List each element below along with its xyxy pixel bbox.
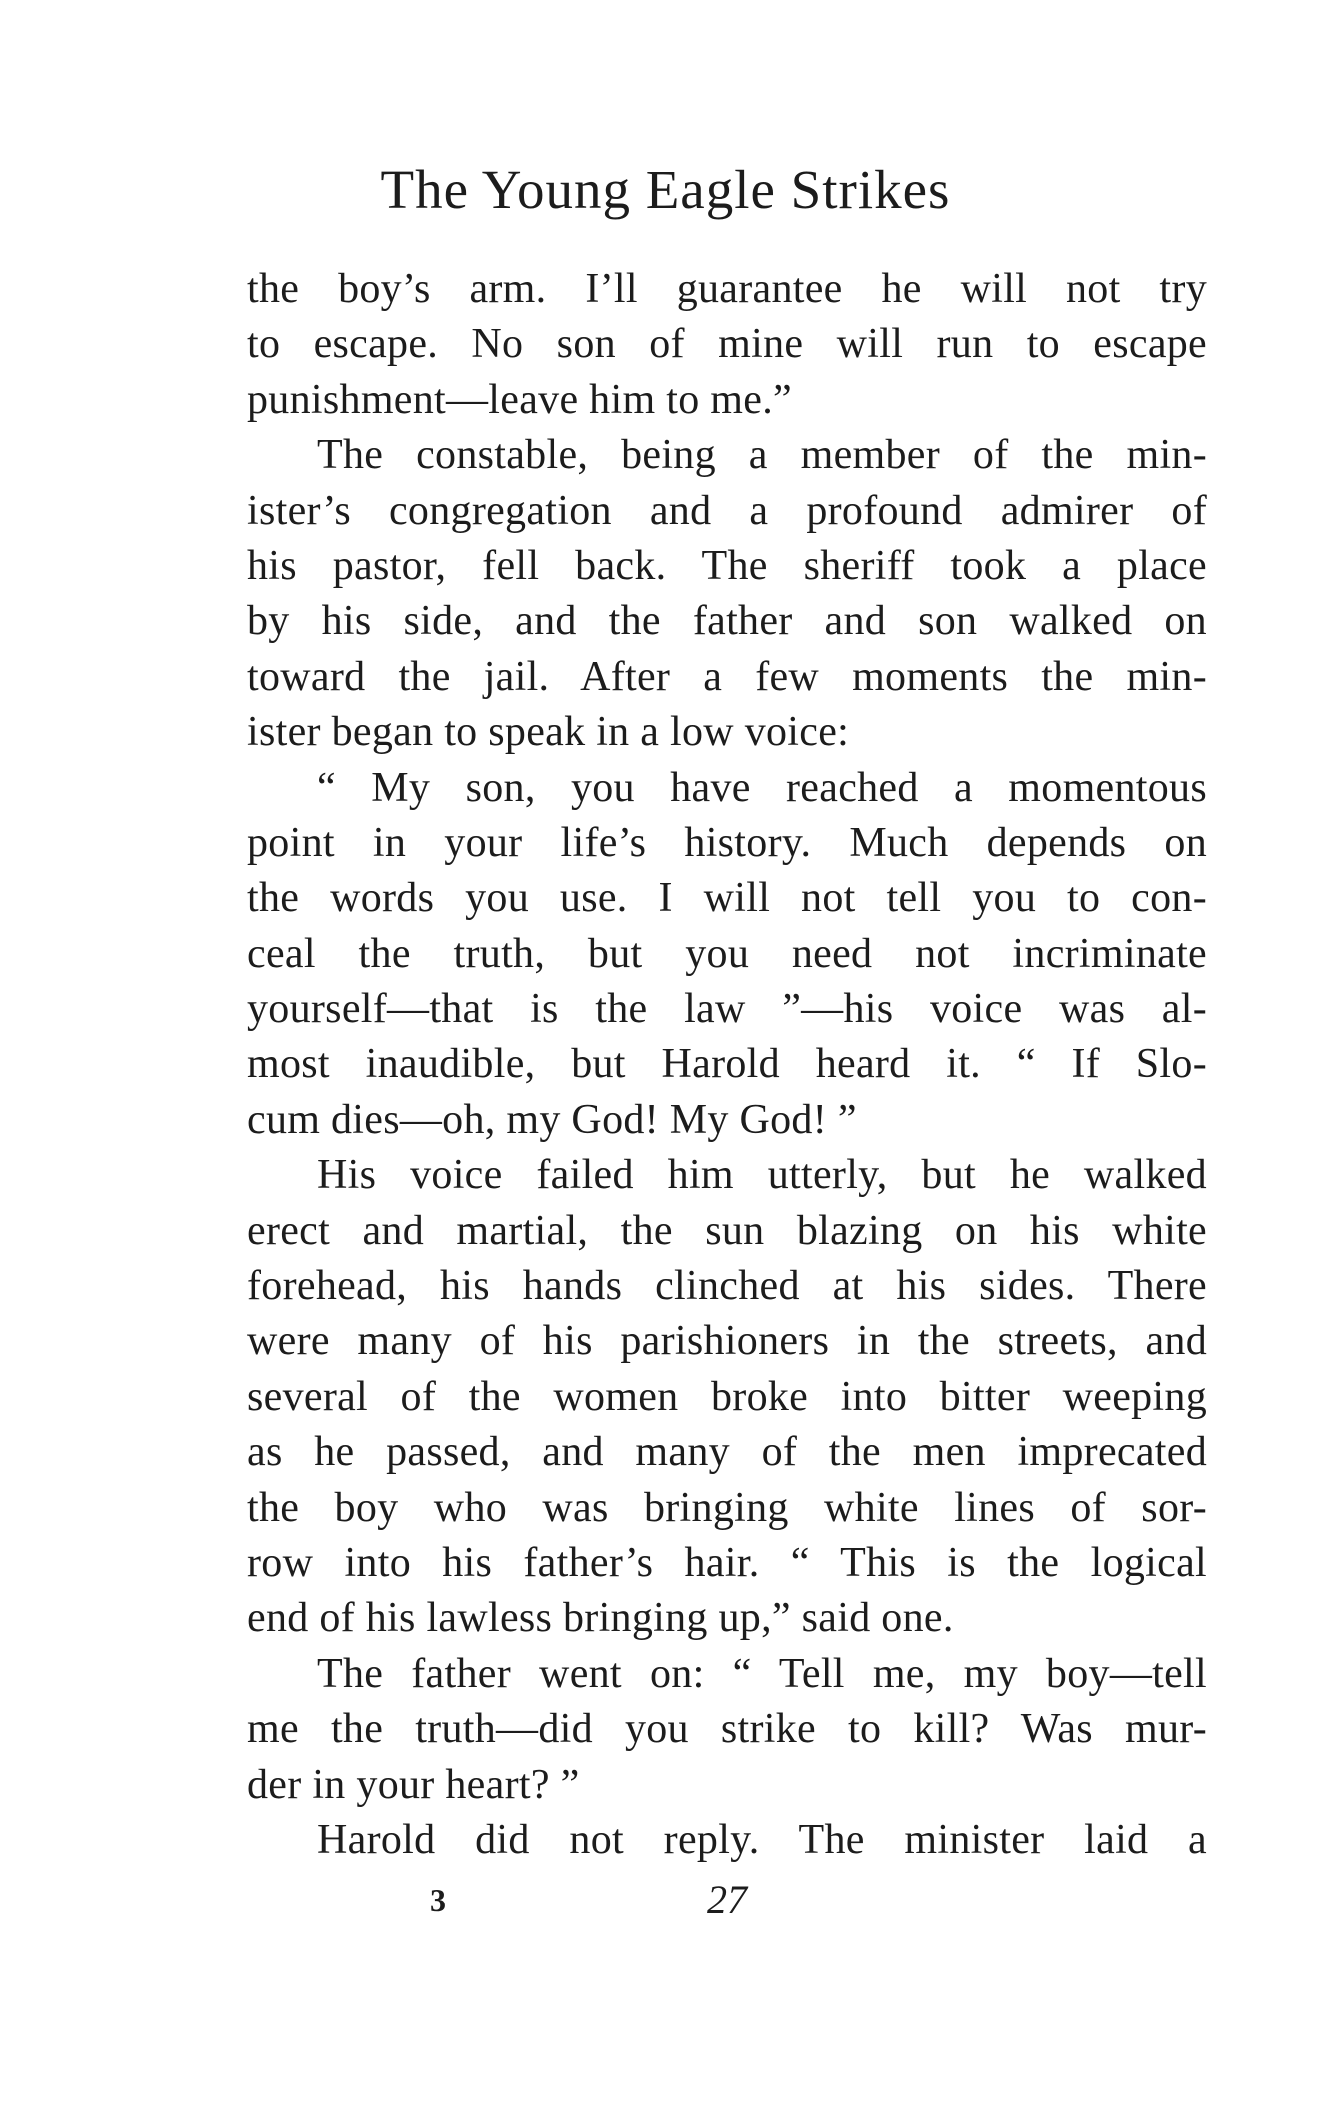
text-line: ceal the truth, but you need not incriminate [247,930,1207,977]
text-line: the boy who was bringing white lines of sor- [247,1484,1207,1531]
text-line: his pastor, fell back. The sheriff took a place [247,542,1207,589]
text-line: the words you use. I will not tell you to con- [247,875,1207,922]
text-line: punishment—leave him to me.” [247,376,792,423]
text-line: to escape. No son of mine will run to escape [247,321,1207,368]
text-line: point in your life’s history. Much depends on [247,819,1207,866]
signature-mark: 3 [430,1882,446,1918]
running-title: The Young Eagle Strikes [380,159,951,220]
text-line: as he passed, and many of the men imprecated [247,1429,1207,1476]
text-line: the boy’s arm. I’ll guarantee he will not try [247,266,1207,312]
paragraph-first-line: The constable, being a member of the min- [317,432,1207,479]
body-text [247,262,1207,1868]
text-line: me the truth—did you strike to kill? Was mur- [247,1706,1207,1753]
page-number: 27 [707,1877,747,1922]
text-line: several of the women broke into bitter weeping [247,1373,1207,1420]
text-line: forehead, his hands clinched at his sides. There [247,1263,1207,1310]
text-line: were many of his parishioners in the streets, and [247,1318,1207,1365]
text-line: most inaudible, but Harold heard it. “ If Slo- [247,1041,1207,1088]
text-line: by his side, and the father and son walked on [247,598,1207,645]
text-line: erect and martial, the sun blazing on his white [247,1207,1207,1254]
paragraph-first-line: Harold did not reply. The minister laid a [317,1816,1207,1863]
paragraph-first-line: “ My son, you have reached a momentous [317,764,1207,811]
text-line: yourself—that is the law ”—his voice was al- [247,986,1207,1033]
paragraph-first-line: His voice failed him utterly, but he walked [317,1152,1207,1199]
text-line: end of his lawless bringing up,” said one. [247,1595,954,1642]
text-line: row into his father’s hair. “ This is the logical [247,1539,1207,1586]
text-line: ister began to speak in a low voice: [247,709,850,756]
text-line: ister’s congregation and a profound admirer of [247,487,1207,534]
text-line: cum dies—oh, my God! My God! ” [247,1096,857,1143]
text-line: der in your heart? ” [247,1761,580,1808]
paragraph-first-line: The father went on: “ Tell me, my boy—tell [317,1650,1207,1697]
text-line: toward the jail. After a few moments the min- [247,653,1207,700]
